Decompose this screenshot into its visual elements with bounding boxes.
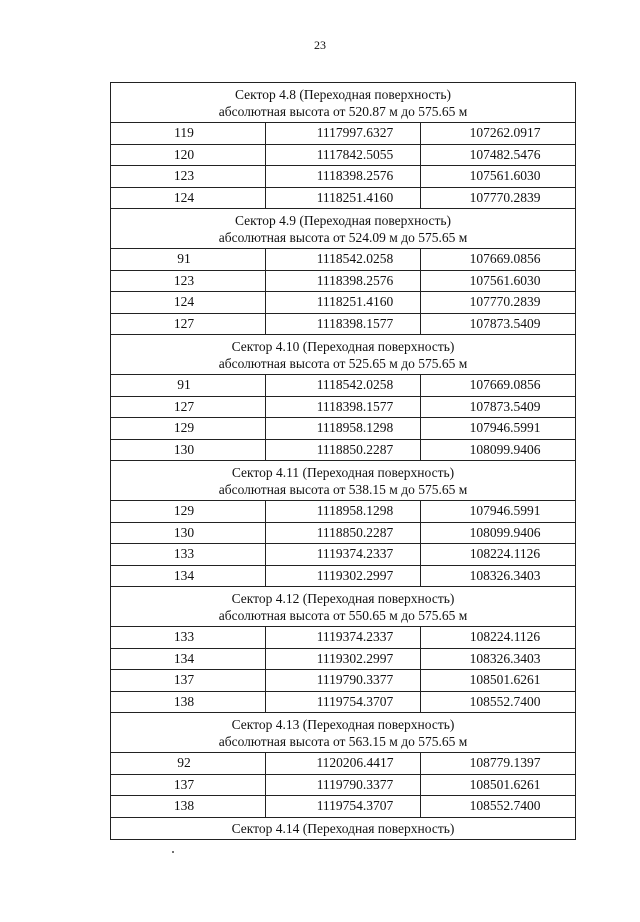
y-coordinate-cell: 108326.3403 <box>421 565 576 587</box>
point-number-cell: 92 <box>111 753 266 775</box>
x-coordinate-cell: 1118542.0258 <box>266 375 421 397</box>
sector-header <box>111 335 576 375</box>
sector-header-row <box>111 713 576 753</box>
table-row <box>111 144 576 166</box>
point-number-cell: 127 <box>111 396 266 418</box>
point-number-cell: 129 <box>111 501 266 523</box>
table-row <box>111 544 576 566</box>
table-body <box>111 83 576 840</box>
x-coordinate-cell: 1119754.3707 <box>266 796 421 818</box>
y-coordinate-cell: 107873.5409 <box>421 396 576 418</box>
table-row <box>111 313 576 335</box>
point-number-cell: 91 <box>111 375 266 397</box>
x-coordinate-cell: 1119302.2997 <box>266 565 421 587</box>
table-row <box>111 691 576 713</box>
point-number-cell: 134 <box>111 648 266 670</box>
x-coordinate-cell: 1118850.2287 <box>266 439 421 461</box>
point-number-cell: 138 <box>111 796 266 818</box>
sector-altitude: абсолютная высота от 524.09 м до 575.65 м <box>218 230 468 245</box>
table-row <box>111 522 576 544</box>
table-row <box>111 648 576 670</box>
x-coordinate-cell: 1118398.2576 <box>266 166 421 188</box>
table-row <box>111 249 576 271</box>
point-number-cell: 123 <box>111 166 266 188</box>
x-coordinate-cell: 1117842.5055 <box>266 144 421 166</box>
sector-title: Сектор 4.14 (Переходная поверхность) <box>231 820 455 836</box>
sector-altitude: абсолютная высота от 538.15 м до 575.65 м <box>218 482 468 497</box>
point-number-cell: 130 <box>111 439 266 461</box>
x-coordinate-cell: 1119374.2337 <box>266 627 421 649</box>
table-row <box>111 396 576 418</box>
x-coordinate-cell: 1118958.1298 <box>266 501 421 523</box>
table-row <box>111 166 576 188</box>
x-coordinate-cell: 1117997.6327 <box>266 123 421 145</box>
point-number-cell: 124 <box>111 292 266 314</box>
y-coordinate-cell: 108779.1397 <box>421 753 576 775</box>
point-number-cell: 119 <box>111 123 266 145</box>
y-coordinate-cell: 107946.5991 <box>421 418 576 440</box>
table-row <box>111 774 576 796</box>
sector-header <box>111 209 576 249</box>
x-coordinate-cell: 1120206.4417 <box>266 753 421 775</box>
sector-altitude: абсолютная высота от 520.87 м до 575.65 м <box>218 104 468 119</box>
sector-header <box>111 587 576 627</box>
sector-header <box>111 461 576 501</box>
table-row <box>111 753 576 775</box>
table-row <box>111 670 576 692</box>
y-coordinate-cell: 107561.6030 <box>421 166 576 188</box>
point-number-cell: 123 <box>111 270 266 292</box>
point-number-cell: 127 <box>111 313 266 335</box>
point-number-cell: 137 <box>111 670 266 692</box>
table-row <box>111 123 576 145</box>
table-row <box>111 565 576 587</box>
point-number-cell: 133 <box>111 627 266 649</box>
sector-altitude: абсолютная высота от 550.65 м до 575.65 м <box>218 608 468 623</box>
x-coordinate-cell: 1119790.3377 <box>266 774 421 796</box>
point-number-cell: 137 <box>111 774 266 796</box>
table-row <box>111 501 576 523</box>
y-coordinate-cell: 107873.5409 <box>421 313 576 335</box>
sector-title: Сектор 4.12 (Переходная поверхность) <box>231 591 455 606</box>
point-number-cell: 91 <box>111 249 266 271</box>
x-coordinate-cell: 1118398.2576 <box>266 270 421 292</box>
table-row <box>111 292 576 314</box>
sector-header-row <box>111 335 576 375</box>
x-coordinate-cell: 1118398.1577 <box>266 313 421 335</box>
y-coordinate-cell: 107946.5991 <box>421 501 576 523</box>
sector-title: Сектор 4.10 (Переходная поверхность) <box>231 339 455 354</box>
sector-altitude: абсолютная высота от 525.65 м до 575.65 м <box>218 356 468 371</box>
y-coordinate-cell: 108224.1126 <box>421 627 576 649</box>
y-coordinate-cell: 107770.2839 <box>421 292 576 314</box>
sector-title: Сектор 4.9 (Переходная поверхность) <box>234 213 452 228</box>
sector-title: Сектор 4.13 (Переходная поверхность) <box>231 717 455 732</box>
x-coordinate-cell: 1118398.1577 <box>266 396 421 418</box>
point-number-cell: 133 <box>111 544 266 566</box>
table-row <box>111 627 576 649</box>
x-coordinate-cell: 1119374.2337 <box>266 544 421 566</box>
x-coordinate-cell: 1118542.0258 <box>266 249 421 271</box>
x-coordinate-cell: 1118251.4160 <box>266 292 421 314</box>
y-coordinate-cell: 107669.0856 <box>421 375 576 397</box>
point-number-cell: 138 <box>111 691 266 713</box>
x-coordinate-cell: 1119790.3377 <box>266 670 421 692</box>
y-coordinate-cell: 107561.6030 <box>421 270 576 292</box>
y-coordinate-cell: 108552.7400 <box>421 691 576 713</box>
point-number-cell: 120 <box>111 144 266 166</box>
point-number-cell: 130 <box>111 522 266 544</box>
sector-header-row <box>111 587 576 627</box>
scan-speck <box>172 851 174 853</box>
y-coordinate-cell: 108501.6261 <box>421 670 576 692</box>
point-number-cell: 124 <box>111 187 266 209</box>
page-number: 23 <box>314 38 326 52</box>
x-coordinate-cell: 1119754.3707 <box>266 691 421 713</box>
sector-header <box>111 83 576 123</box>
point-number-cell: 134 <box>111 565 266 587</box>
table-row <box>111 796 576 818</box>
y-coordinate-cell: 107669.0856 <box>421 249 576 271</box>
sector-title: Сектор 4.8 (Переходная поверхность) <box>234 87 452 102</box>
sector-header <box>111 713 576 753</box>
y-coordinate-cell: 108099.9406 <box>421 439 576 461</box>
y-coordinate-cell: 108099.9406 <box>421 522 576 544</box>
table-row <box>111 187 576 209</box>
x-coordinate-cell: 1119302.2997 <box>266 648 421 670</box>
table-row <box>111 375 576 397</box>
y-coordinate-cell: 107262.0917 <box>421 123 576 145</box>
point-number-cell: 129 <box>111 418 266 440</box>
table-row <box>111 418 576 440</box>
sector-header-row <box>111 817 576 839</box>
sector-altitude: абсолютная высота от 563.15 м до 575.65 м <box>218 734 468 749</box>
y-coordinate-cell: 108224.1126 <box>421 544 576 566</box>
table-row <box>111 270 576 292</box>
y-coordinate-cell: 108552.7400 <box>421 796 576 818</box>
sector-header <box>111 817 576 839</box>
sector-header-row <box>111 461 576 501</box>
y-coordinate-cell: 108326.3403 <box>421 648 576 670</box>
sector-title: Сектор 4.11 (Переходная поверхность) <box>231 465 455 480</box>
x-coordinate-cell: 1118958.1298 <box>266 418 421 440</box>
x-coordinate-cell: 1118850.2287 <box>266 522 421 544</box>
y-coordinate-cell: 107770.2839 <box>421 187 576 209</box>
y-coordinate-cell: 108501.6261 <box>421 774 576 796</box>
table-row <box>111 439 576 461</box>
sector-header-row <box>111 83 576 123</box>
x-coordinate-cell: 1118251.4160 <box>266 187 421 209</box>
sector-header-row <box>111 209 576 249</box>
y-coordinate-cell: 107482.5476 <box>421 144 576 166</box>
sector-coordinates-table <box>110 82 576 840</box>
